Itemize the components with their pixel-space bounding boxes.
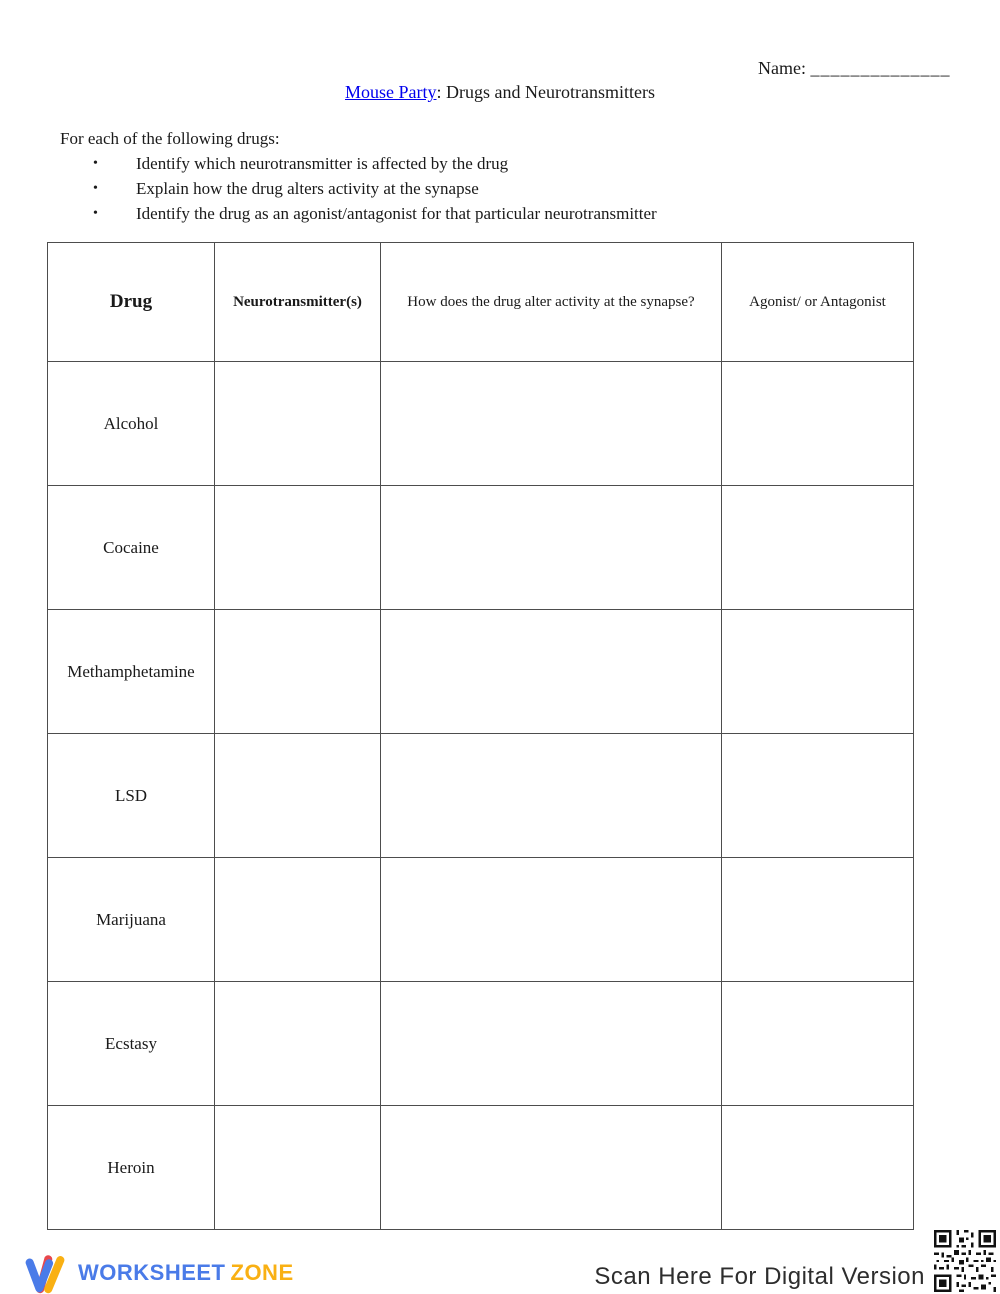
table-row xyxy=(48,734,914,858)
bullet-icon: • xyxy=(93,206,98,221)
brand-worksheet: WORKSHEET xyxy=(78,1260,226,1285)
brand-zone: ZONE xyxy=(230,1260,294,1285)
synapse-activity-answer-cell xyxy=(381,486,722,610)
instruction-bullet-1 xyxy=(60,152,880,176)
qr-code-icon xyxy=(934,1230,996,1292)
table-row xyxy=(48,486,914,610)
neurotransmitter-answer-cell xyxy=(215,486,381,610)
agonist-answer-cell xyxy=(722,982,914,1106)
name-field xyxy=(758,58,950,79)
agonist-answer-cell xyxy=(722,858,914,982)
bullet-text: Explain how the drug alters activity at the synapse xyxy=(136,179,479,198)
table-row xyxy=(48,610,914,734)
agonist-answer-cell xyxy=(722,734,914,858)
bullet-text: Identify the drug as an agonist/antagonist for that particular neurotransmitter xyxy=(136,204,657,223)
table-row xyxy=(48,982,914,1106)
mouse-party-link[interactable]: Mouse Party xyxy=(345,82,437,102)
header-synapse-activity: How does the drug alter activity at the synapse? xyxy=(381,243,722,362)
header-neurotransmitter: Neurotransmitter(s) xyxy=(215,243,381,362)
agonist-answer-cell xyxy=(722,610,914,734)
table-header-row xyxy=(48,243,914,362)
agonist-answer-cell xyxy=(722,362,914,486)
neurotransmitter-answer-cell xyxy=(215,1106,381,1230)
table-row xyxy=(48,1106,914,1230)
drug-table xyxy=(47,242,914,1230)
synapse-activity-answer-cell xyxy=(381,858,722,982)
title-rest: : Drugs and Neurotransmitters xyxy=(436,82,655,102)
drug-name-cell: Cocaine xyxy=(48,486,215,610)
drug-name-cell: LSD xyxy=(48,734,215,858)
agonist-answer-cell xyxy=(722,1106,914,1230)
instruction-bullet-2 xyxy=(60,177,880,201)
drug-name-cell: Alcohol xyxy=(48,362,215,486)
name-label: Name: xyxy=(758,58,806,78)
agonist-answer-cell xyxy=(722,486,914,610)
table-row xyxy=(48,858,914,982)
table-row xyxy=(48,362,914,486)
bullet-text: Identify which neurotransmitter is affected by the drug xyxy=(136,154,509,173)
bullet-icon: • xyxy=(93,156,98,171)
synapse-activity-answer-cell xyxy=(381,1106,722,1230)
drug-name-cell: Marijuana xyxy=(48,858,215,982)
header-drug: Drug xyxy=(48,243,215,362)
synapse-activity-answer-cell xyxy=(381,362,722,486)
drug-name-cell: Ecstasy xyxy=(48,982,215,1106)
drug-name-cell: Heroin xyxy=(48,1106,215,1230)
synapse-activity-answer-cell xyxy=(381,610,722,734)
instruction-bullet-3 xyxy=(60,202,880,226)
page-title xyxy=(0,82,1000,103)
neurotransmitter-answer-cell xyxy=(215,610,381,734)
synapse-activity-answer-cell xyxy=(381,734,722,858)
neurotransmitter-answer-cell xyxy=(215,362,381,486)
neurotransmitter-answer-cell xyxy=(215,734,381,858)
neurotransmitter-answer-cell xyxy=(215,982,381,1106)
header-agonist-antagonist: Agonist/ or Antagonist xyxy=(722,243,914,362)
bullet-icon: • xyxy=(93,181,98,196)
name-blank-line: ______________ xyxy=(810,58,951,78)
scan-here-text: Scan Here For Digital Version xyxy=(594,1263,925,1290)
synapse-activity-answer-cell xyxy=(381,982,722,1106)
neurotransmitter-answer-cell xyxy=(215,858,381,982)
instructions xyxy=(60,127,880,226)
drug-name-cell: Methamphetamine xyxy=(48,610,215,734)
instructions-intro: For each of the following drugs: xyxy=(60,129,280,148)
